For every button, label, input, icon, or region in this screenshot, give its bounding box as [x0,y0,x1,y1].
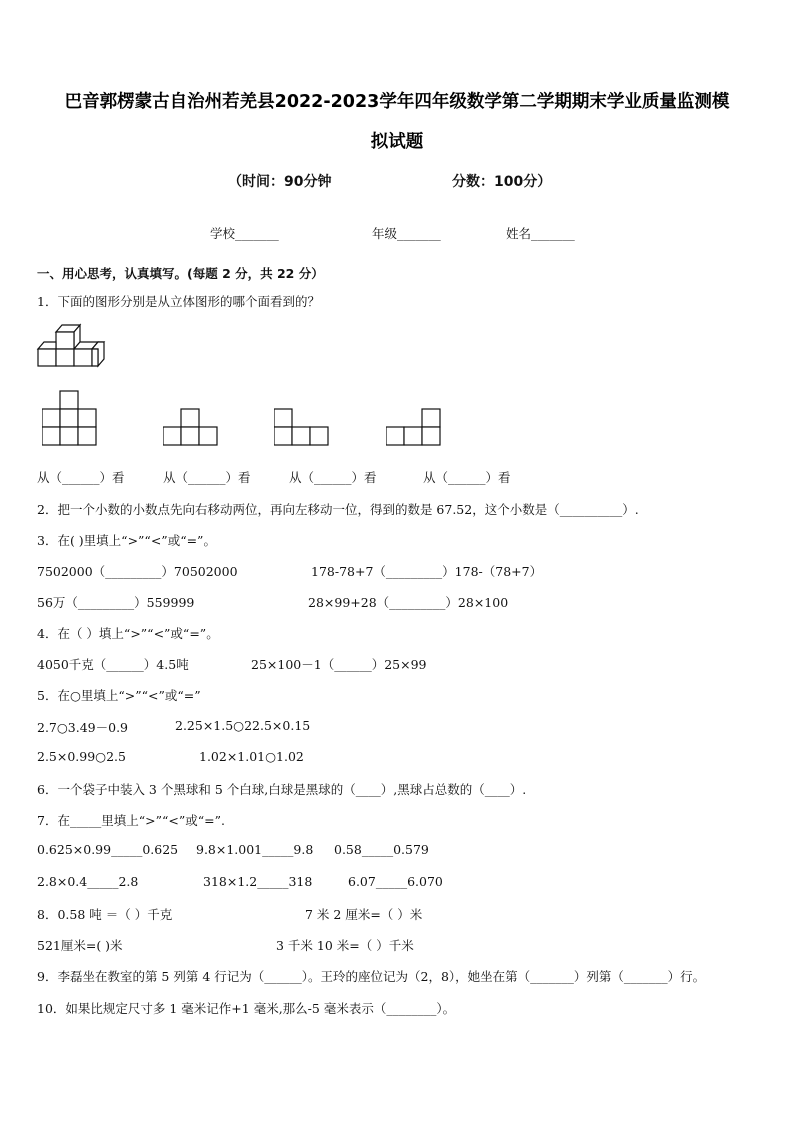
question-7a: 0.625×0.99_____0.625 [37,842,179,857]
question-8d: 3 千米 10 米=（ ）千米 [276,938,414,953]
section-heading: 一、用心思考，认真填写。(每题 2 分，共 22 分） [37,266,324,281]
question-7d: 2.8×0.4_____2.8 [37,874,139,889]
question-3d: 28×99+28（_________）28×100 [308,595,509,610]
exam-title-line1: 巴音郭楞蒙古自治州若羌县2022-2023学年四年级数学第二学期期末学业质量监测模 [64,92,730,112]
view-figure-4 [386,408,442,446]
question-5d: 1.02×1.01○1.02 [199,749,304,764]
view-figure-3 [274,408,330,446]
solid-figure [36,320,110,370]
view-answer-3: 从（______）看 [289,470,377,485]
question-5c: 2.5×0.99○2.5 [37,749,126,764]
view-answer-4: 从（______）看 [423,470,511,485]
exam-time: （时间：90分钟 [228,174,332,190]
question-7f: 6.07_____6.070 [348,874,443,889]
exam-title-line2: 拟试题 [370,132,424,152]
question-7e: 318×1.2_____318 [203,874,313,889]
question-9: 9．李磊坐在教室的第 5 列第 4 行记为（______）。王玲的座位记为（2，8），她坐在第（_______）列第（_______）行。 [37,969,706,984]
question-3: 3．在( )里填上“>”“<”或“=”。 [37,533,216,548]
view-answer-2: 从（______）看 [163,470,251,485]
question-2: 2．把一个小数的小数点先向右移动两位，再向左移动一位，得到的数是 67.52，这个小数是（__________）. [37,502,639,517]
grade-field: 年级_______ [372,226,441,241]
question-7: 7．在_____里填上“>”“<”或“=”. [37,813,225,828]
name-field: 姓名_______ [506,226,575,241]
question-7c: 0.58_____0.579 [334,842,429,857]
exam-score: 分数：100分） [452,174,552,190]
question-3c: 56万（_________）559999 [37,595,195,610]
question-8b: 7 米 2 厘米=（ ）米 [305,907,423,922]
question-4: 4．在（ ）填上“>”“<”或“=”。 [37,626,219,641]
question-7b: 9.8×1.001_____9.8 [196,842,314,857]
question-5: 5．在○里填上“>”“<”或“=” [37,688,201,703]
school-field: 学校_______ [210,226,279,241]
question-10: 10．如果比规定尺寸多 1 毫米记作+1 毫米,那么-5 毫米表示（________）。 [37,1001,456,1016]
question-8c: 521厘米=( )米 [37,938,123,953]
question-4a: 4050千克（______）4.5吨 [37,657,189,672]
question-6: 6．一个袋子中装入 3 个黑球和 5 个白球,白球是黑球的（____）,黑球占总数的（____）. [37,782,527,797]
question-3a: 7502000（_________）70502000 [37,564,238,579]
question-5a: 2.7○3.49－0.9 [37,720,128,735]
question-1: 1．下面的图形分别是从立体图形的哪个面看到的？ [37,294,320,309]
view-figure-2 [163,408,219,446]
question-3b: 178-78+7（_________）178-（78+7） [311,564,543,579]
view-answer-1: 从（______）看 [37,470,125,485]
question-8a: 8．0.58 吨 ＝（ ）千克 [37,907,173,922]
question-5b: 2.25×1.5○22.5×0.15 [175,718,311,733]
view-figure-1 [42,390,98,446]
question-4b: 25×100－1（______）25×99 [251,657,427,672]
